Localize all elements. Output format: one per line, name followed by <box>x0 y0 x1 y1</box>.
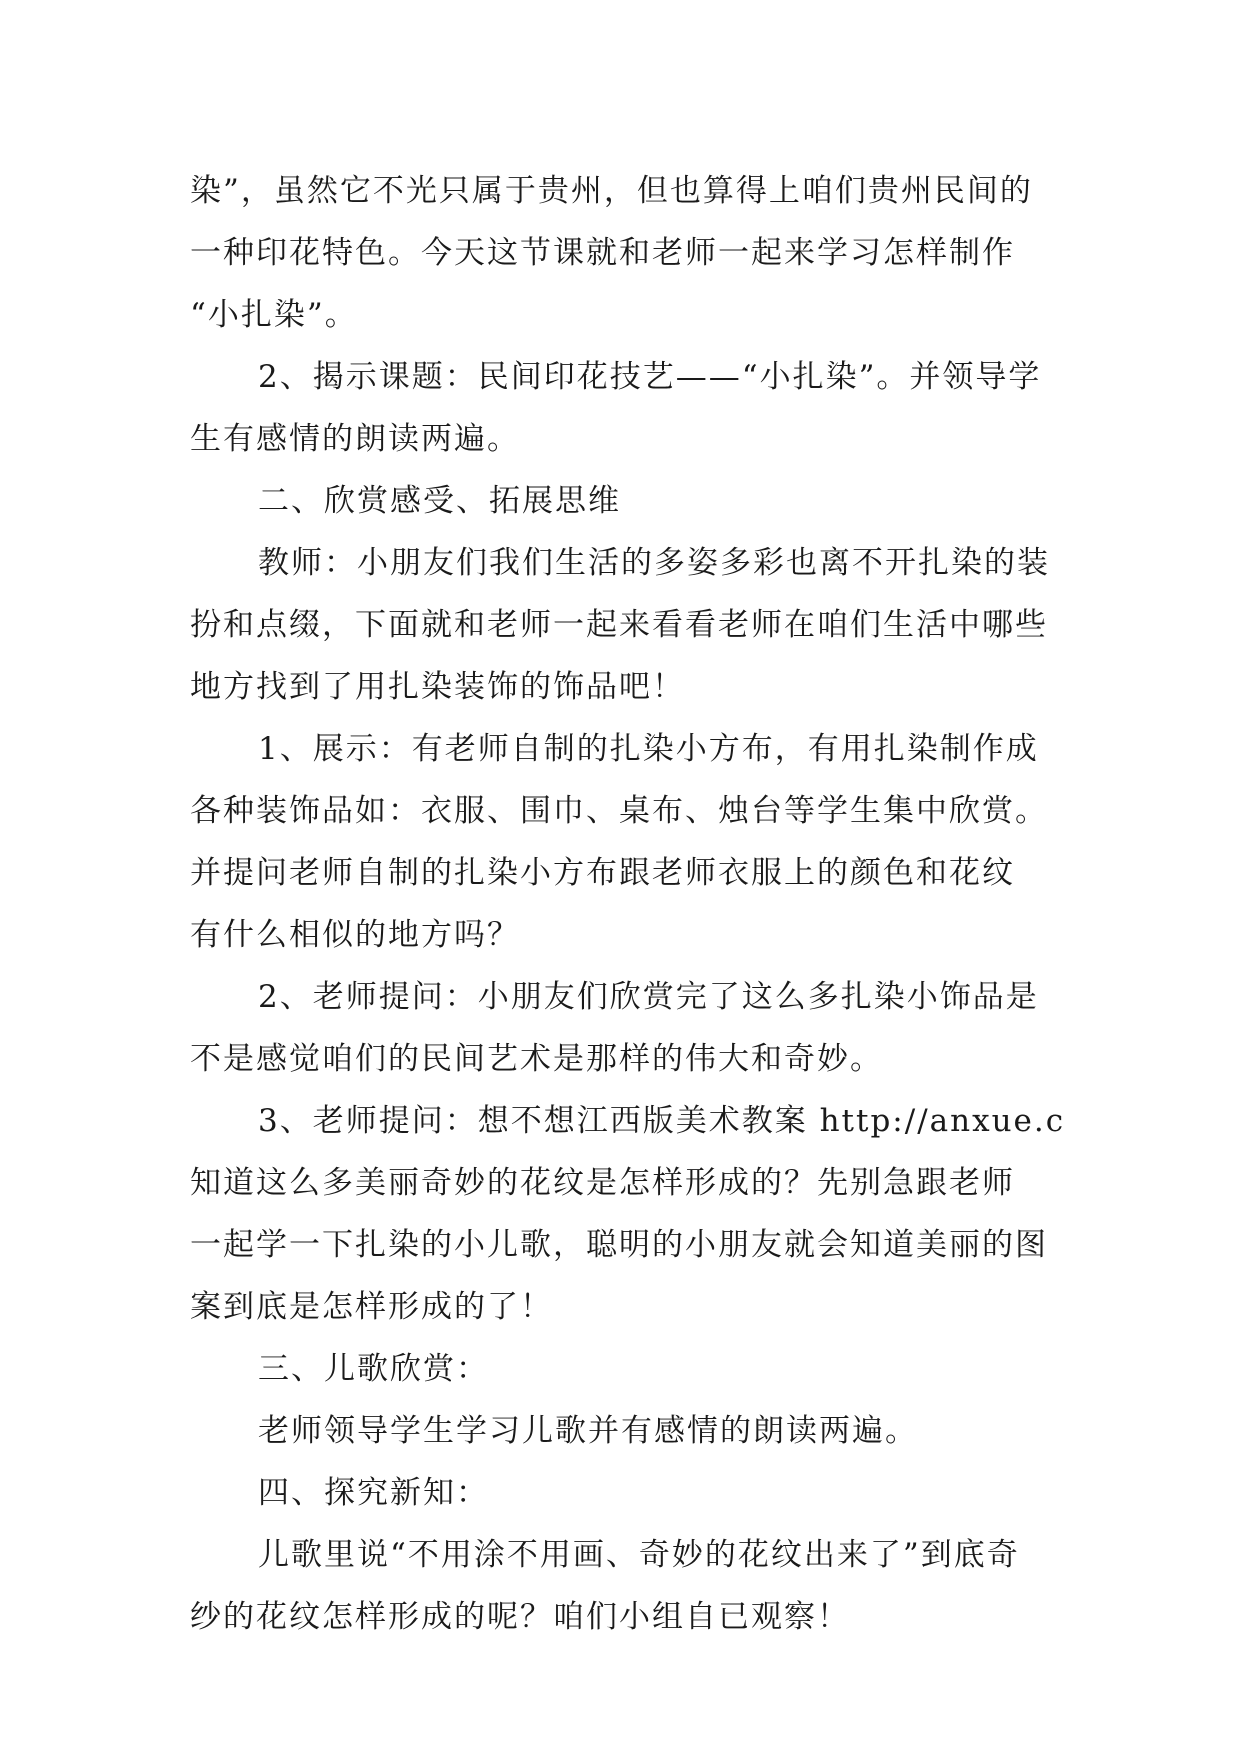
document-body <box>190 160 1070 1648</box>
text-line: 老师领导学生学习儿歌并有感情的朗读两遍。 <box>258 1413 918 1449</box>
text-line: 一起学一下扎染的小儿歌，聪明的小朋友就会知道美丽的图 <box>190 1227 1048 1263</box>
text-line: “小扎染”。 <box>190 297 358 333</box>
text-line: 四、探究新知： <box>258 1475 489 1511</box>
text-line: 地方找到了用扎染装饰的饰品吧！ <box>190 669 685 705</box>
text-line: 教师：小朋友们我们生活的多姿多彩也离不开扎染的装 <box>258 545 1050 581</box>
text-line: 三、儿歌欣赏： <box>258 1351 489 1387</box>
text-line: 扮和点缀，下面就和老师一起来看看老师在咱们生活中哪些 <box>190 607 1048 643</box>
text-line: 纱的花纹怎样形成的呢？咱们小组自已观察！ <box>190 1599 850 1635</box>
text-line: 1、展示：有老师自制的扎染小方布，有用扎染制作成 <box>258 731 1039 767</box>
text-line: 并提问老师自制的扎染小方布跟老师衣服上的颜色和花纹 <box>190 855 1015 891</box>
text-line: 知道这么多美丽奇妙的花纹是怎样形成的？先别急跟老师 <box>190 1165 1015 1201</box>
text-line: 2、老师提问：小朋友们欣赏完了这么多扎染小饰品是 <box>258 979 1039 1015</box>
text-line: 二、欣赏感受、拓展思维 <box>258 483 621 519</box>
text-line: 案到底是怎样形成的了！ <box>190 1289 553 1325</box>
text-line: 各种装饰品如：衣服、围巾、桌布、烛台等学生集中欣赏。 <box>190 793 1048 829</box>
text-line: 3、老师提问：想不想江西版美术教案 http://anxue.c <box>258 1103 1066 1139</box>
text-line: 一种印花特色。今天这节课就和老师一起来学习怎样制作 <box>190 235 1015 271</box>
text-line: 不是感觉咱们的民间艺术是那样的伟大和奇妙。 <box>190 1041 883 1077</box>
text-line: 有什么相似的地方吗？ <box>190 917 520 953</box>
text-line: 2、揭示课题：民间印花技艺——“小扎染”。并领导学 <box>258 359 1042 395</box>
text-line: 生有感情的朗读两遍。 <box>190 421 520 457</box>
text-line: 儿歌里说“不用涂不用画、奇妙的花纹出来了”到底奇 <box>258 1537 1020 1573</box>
text-line: 染”，虽然它不光只属于贵州，但也算得上咱们贵州民间的 <box>190 173 1033 209</box>
